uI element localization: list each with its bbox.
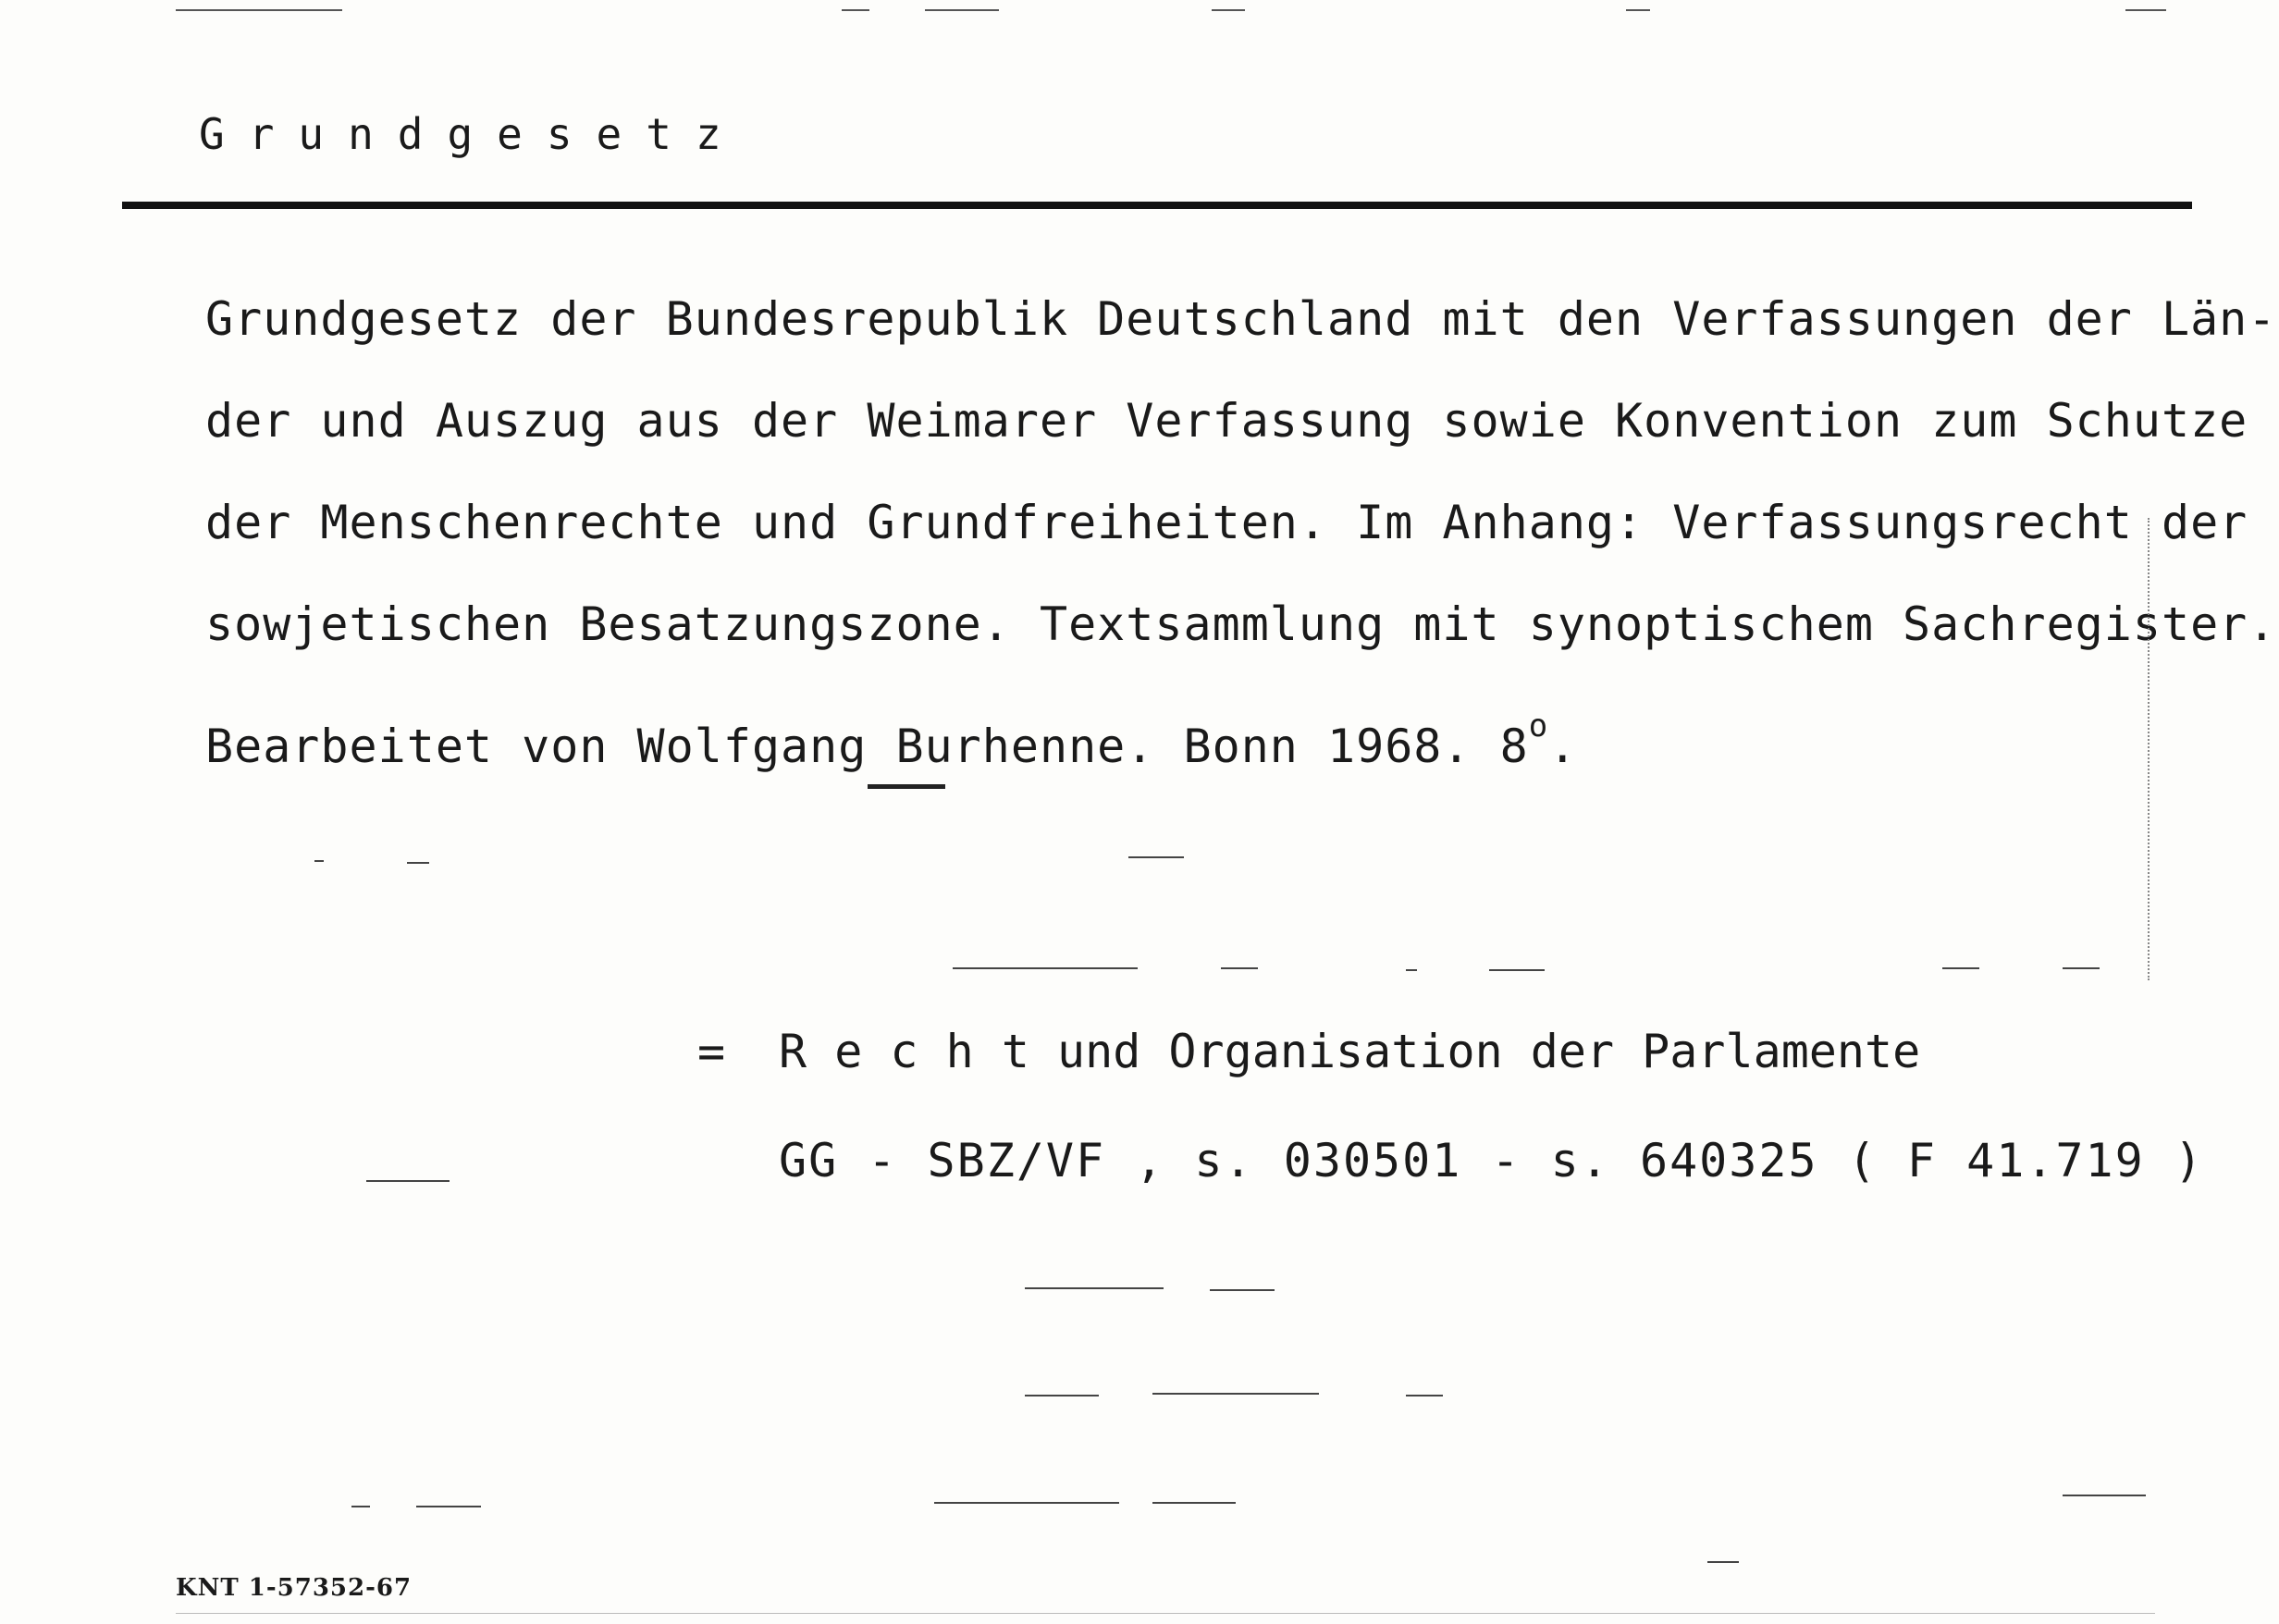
reference-equals: =	[697, 1025, 726, 1078]
scan-speck	[314, 860, 324, 862]
top-edge-dash	[2125, 9, 2166, 11]
footer-catalog-code: KNT 1-57352-67	[176, 1574, 413, 1602]
scan-speck	[953, 967, 1138, 969]
scan-speck	[1210, 1289, 1275, 1291]
scan-speck	[1025, 1395, 1099, 1396]
right-edge-dots	[2148, 518, 2150, 980]
scan-speck	[366, 1180, 450, 1182]
scan-speck	[1942, 967, 1979, 969]
scan-speck	[407, 862, 429, 864]
scan-speck	[176, 1613, 2155, 1614]
format-superscript: o	[1528, 707, 1549, 744]
scan-speck	[1406, 969, 1417, 971]
scan-speck	[2063, 967, 2100, 969]
scan-speck	[416, 1506, 481, 1507]
format-end: .	[1548, 720, 1578, 773]
description-line: sowjetischen Besatzungszone. Textsammlung mit synoptischem Sachregister.	[205, 597, 2277, 651]
scan-speck	[1406, 1395, 1443, 1396]
scan-speck	[1152, 1393, 1319, 1395]
description-line-last	[205, 675, 2203, 797]
card-heading: Grundgesetz	[199, 109, 745, 159]
scan-speck	[1707, 1561, 1739, 1563]
scan-speck	[351, 1506, 370, 1507]
scan-speck	[1025, 1287, 1164, 1289]
top-edge-dash	[1626, 9, 1650, 11]
scan-speck	[2063, 1495, 2146, 1496]
description-line: Bearbeitet von Wolfgang Burhenne. Bonn 1968. 8	[205, 720, 1529, 773]
underline-mark	[868, 784, 945, 789]
reference-title: R e c h t und Organisation der Parlamente	[779, 1025, 1921, 1078]
scan-speck	[1152, 1502, 1236, 1504]
description-line: Grundgesetz der Bundesrepublik Deutschland mit den Verfassungen der Län-	[205, 292, 2277, 346]
top-edge-dash	[925, 9, 999, 11]
description-line: der Menschenrechte und Grundfreiheiten. Im Anhang: Verfassungsrecht der	[205, 496, 2248, 549]
top-edge-dash	[176, 9, 342, 11]
top-edge-dash	[1212, 9, 1245, 11]
scan-speck	[1128, 856, 1184, 858]
top-edge-dash	[842, 9, 869, 11]
description-line: der und Auszug aus der Weimarer Verfassung sowie Konvention zum Schutze	[205, 394, 2248, 448]
scan-speck	[934, 1502, 1119, 1504]
scan-speck	[1221, 967, 1258, 969]
scan-speck	[1489, 969, 1545, 971]
heading-rule	[122, 202, 2192, 209]
bibliographic-description	[205, 268, 2277, 797]
reference-code: GG - SBZ/VF , s. 030501 - s. 640325 ( F 41.719 )	[779, 1134, 2204, 1187]
